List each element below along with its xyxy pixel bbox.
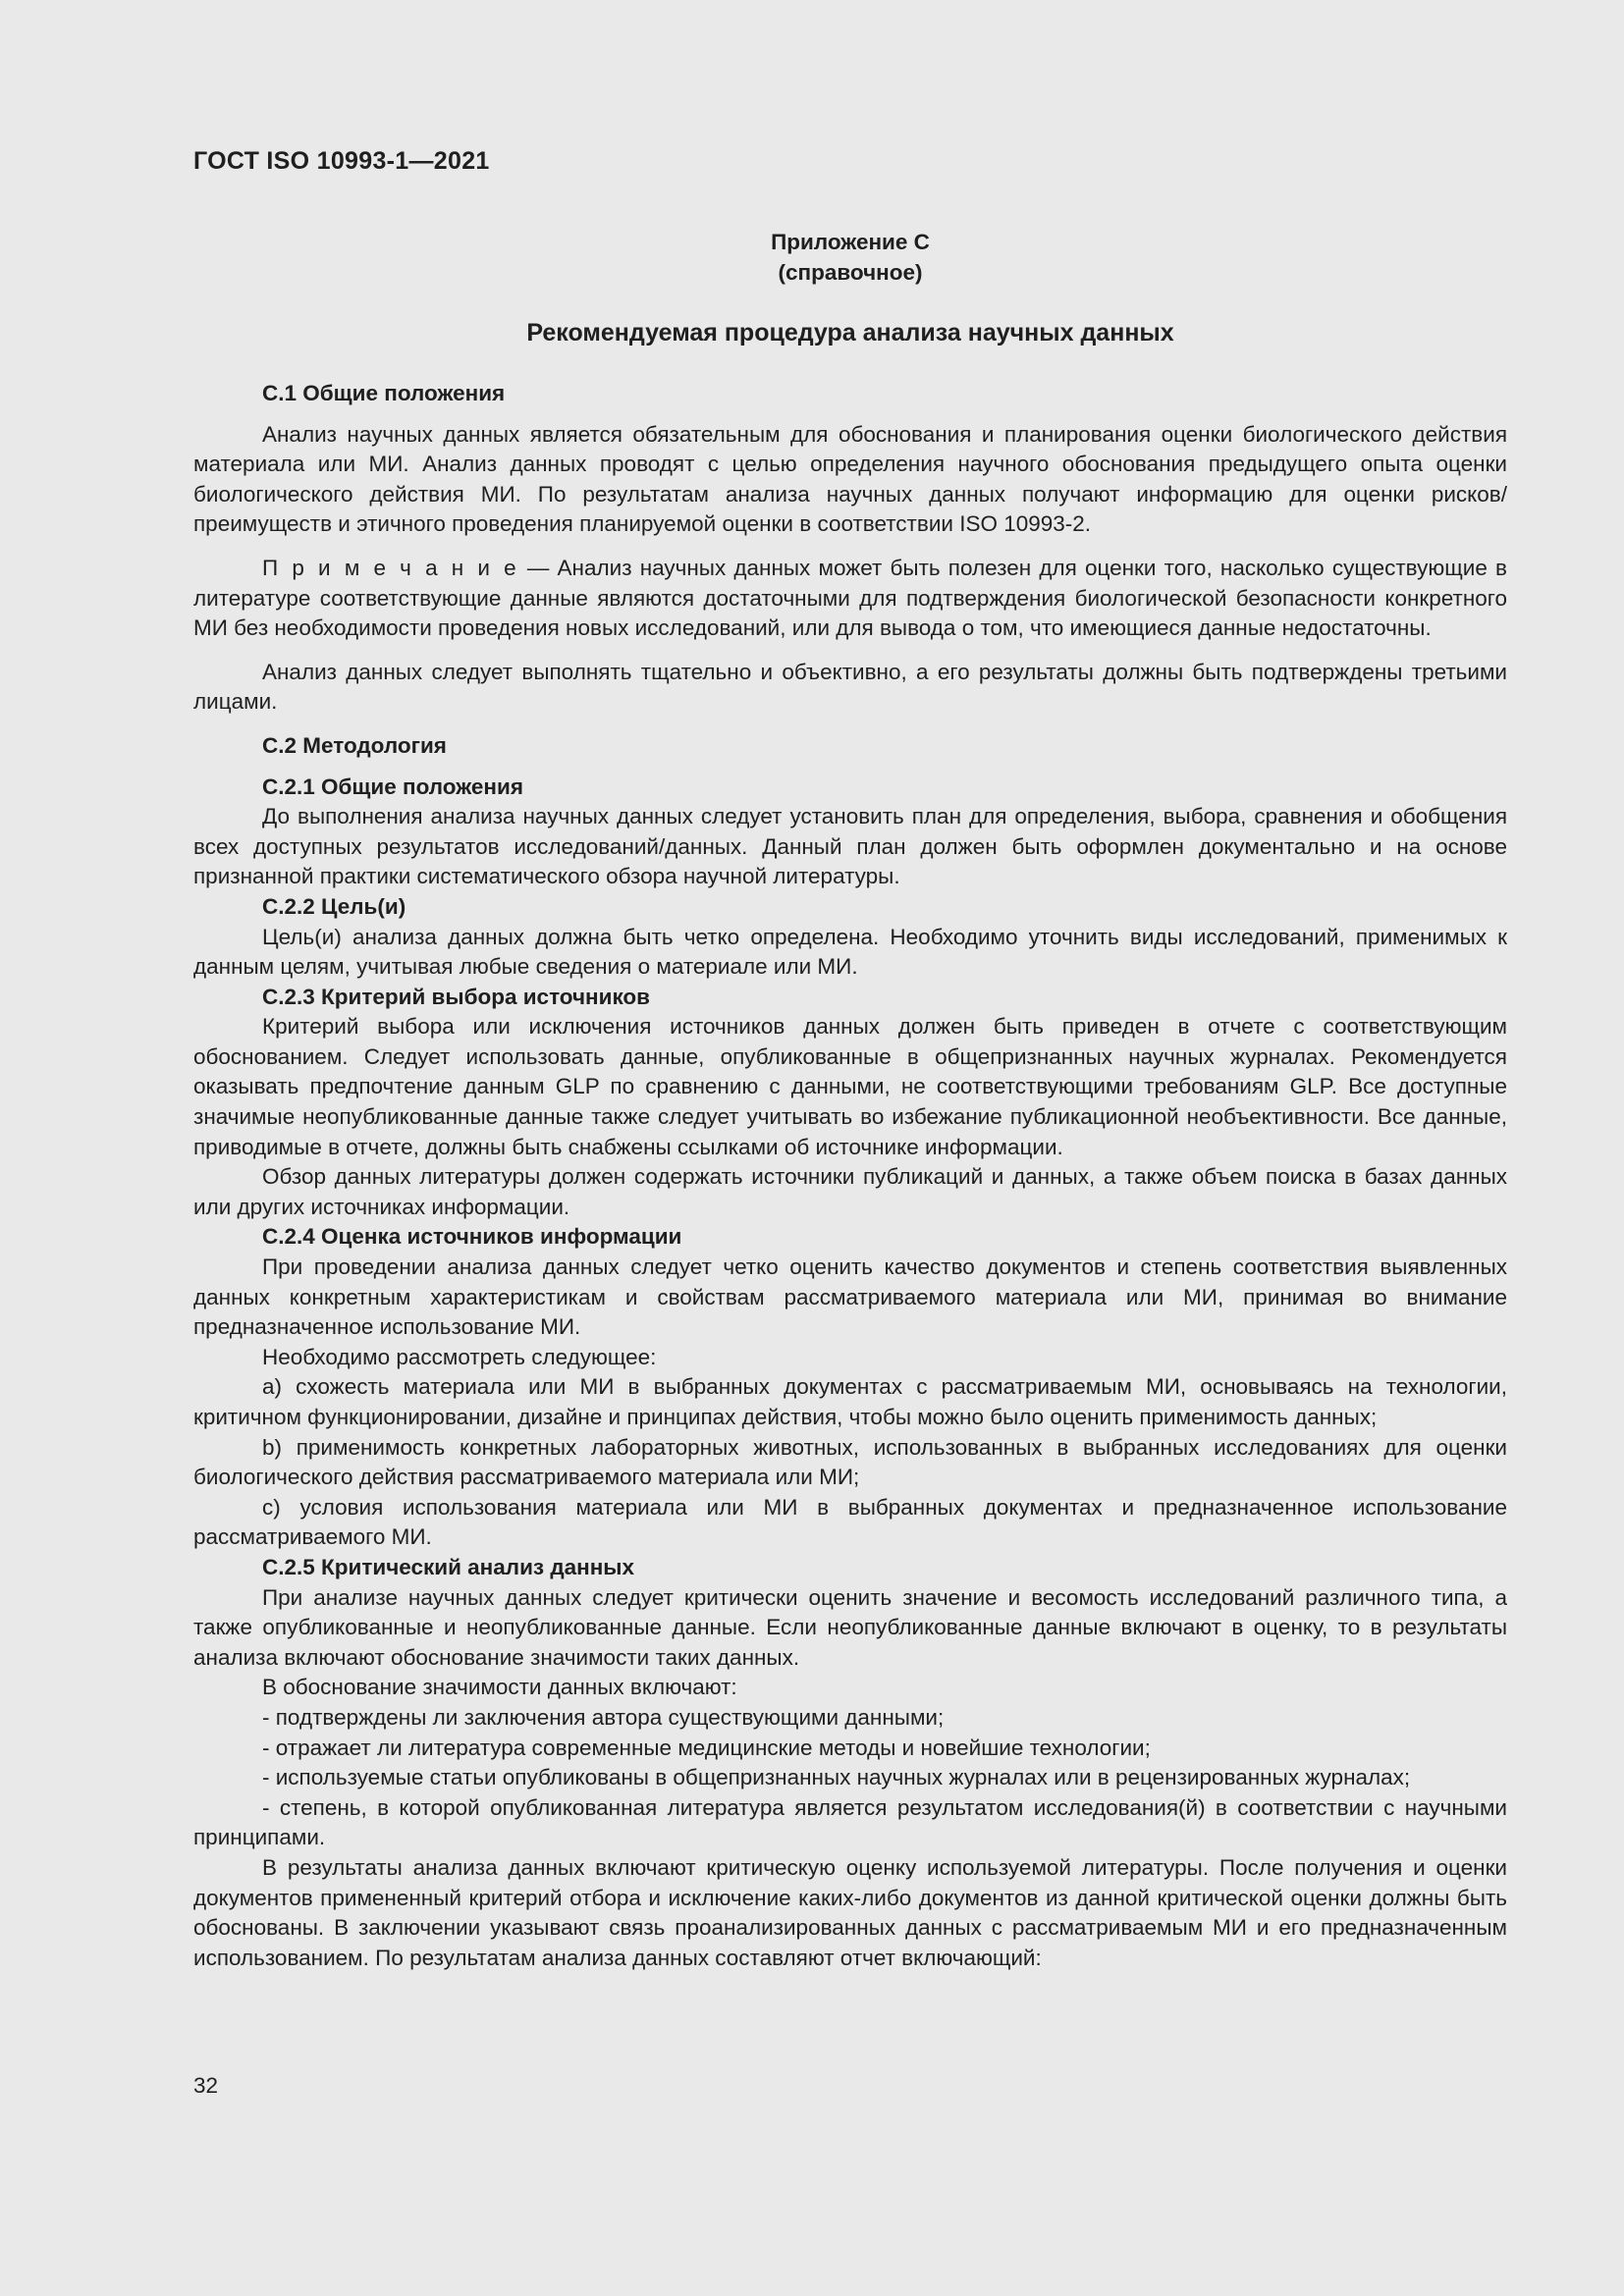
paragraph: Обзор данных литературы должен содержать источники публикаций и данных, а также объем поиска в базах данных или других источниках информации. [193, 1164, 1507, 1219]
paragraph: Анализ научных данных является обязательным для обоснования и планирования оценки биологического действия материала или МИ. Анализ данных проводят с целью определения научного обоснования предыдущего опыта оценки биологического действия МИ. По результатам анализа научных данных получают информацию для оценки рисков/преимуществ и этичного проведения планируемой оценки в соответствии ISO 10993-2. [193, 421, 1507, 537]
annex-label: Приложение С [771, 230, 930, 254]
paragraph: В результаты анализа данных включают критическую оценку используемой литературы. После получения и оценки документов примененный критерий отбора и исключение каких-либо документов из данной критической оценки должны быть обоснованы. В заключении указывают связь проанализированных данных с рассматриваемым МИ и его предназначенным использованием. По результатам анализа данных составляют отчет включающий: [193, 1854, 1507, 1970]
section-heading-c22: С.2.2 Цель(и) [262, 893, 406, 919]
section-heading-c24: С.2.4 Оценка источников информации [262, 1224, 682, 1250]
paragraph: В обоснование значимости данных включают: [262, 1675, 737, 1700]
paragraph: До выполнения анализа научных данных следует установить план для определения, выбора, сравнения и обобщения всех доступных результатов исследований/данных. Данный план должен быть оформлен документально и на основе признанной практики систематического обзора научной литературы. [193, 804, 1507, 889]
note-label: П р и м е ч а н и е [262, 555, 519, 580]
annex-heading [193, 227, 1507, 288]
paragraph: Необходимо рассмотреть следующее: [262, 1344, 657, 1369]
section-heading-c23: С.2.3 Критерий выбора источников [262, 984, 651, 1009]
annex-type: (справочное) [778, 260, 923, 285]
annex-title: Рекомендуемая процедура анализа научных данных [526, 319, 1174, 347]
list-item: а) схожесть материала или МИ в выбранных документах с рассматриваемым МИ, основываясь на технологии, критичном функционировании, дизайне и принципах действия, чтобы можно было оценить применимость данных; [193, 1374, 1507, 1429]
list-item: - степень, в которой опубликованная литература является результатом исследования(й) в соответствии с научными принципами. [193, 1794, 1507, 1850]
document-page [193, 0, 1507, 2296]
list-item: - используемые статьи опубликованы в общепризнанных научных журналах или в рецензированных журналах; [262, 1765, 1411, 1790]
list-item: с) условия использования материала или МИ в выбранных документах и предназначенное использование рассматриваемого МИ. [193, 1494, 1507, 1550]
paragraph: Цель(и) анализа данных должна быть четко определена. Необходимо уточнить виды исследований, применимых к данным целям, учитывая любые сведения о материале или МИ. [193, 924, 1507, 980]
section-heading-c21: С.2.1 Общие положения [262, 774, 523, 799]
list-item: b) применимость конкретных лабораторных животных, использованных в выбранных исследованиях для оценки биологического действия рассматриваемого материала или МИ; [193, 1434, 1507, 1490]
paragraph: Анализ данных следует выполнять тщательно и объективно, а его результаты должны быть подтверждены третьими лицами. [193, 659, 1507, 715]
paragraph: Критерий выбора или исключения источников данных должен быть приведен в отчете с соответствующим обоснованием. Следует использовать данные, опубликованные в общепризнанных научных журналах. Рекомендуется оказывать предпочтение данным GLP по сравнению с данными, не соответствующими требованиям GLP. Все доступные значимые неопубликованные данные также следует учитывать во избежание публикационной необъективности. Все данные, приводимые в отчете, должны быть снабжены ссылками об источнике информации. [193, 1014, 1507, 1159]
note-paragraph [193, 554, 1507, 644]
standard-designation: ГОСТ ISO 10993-1—2021 [193, 147, 490, 175]
list-item: - отражает ли литература современные медицинские методы и новейшие технологии; [262, 1735, 1151, 1760]
paragraph: При проведении анализа данных следует четко оценить качество документов и степень соответствия выявленных данных конкретным характеристикам и свойствам рассматриваемого материала или МИ, принимая во внимание предназначенное использование МИ. [193, 1255, 1507, 1340]
section-heading-c1: С.1 Общие положения [262, 381, 506, 405]
page-number: 32 [193, 2073, 219, 2098]
section-heading-c2: С.2 Методология [262, 732, 447, 758]
paragraph: При анализе научных данных следует критически оценить значение и весомость исследований различного типа, а также опубликованные и неопубликованные данные. Если неопубликованные данные включают в оценку, то в результаты анализа включают обоснование значимости таких данных. [193, 1584, 1507, 1670]
note-text: — Анализ научных данных может быть полезен для оценки того, насколько существующие в литературе соответствующие данные являются достаточными для подтверждения биологической безопасности конкретного МИ без необходимости проведения новых исследований, или для вывода о том, что имеющиеся данные недостаточны. [193, 555, 1507, 641]
list-item: - подтверждены ли заключения автора существующими данными; [262, 1704, 945, 1730]
document-body [193, 379, 1507, 1973]
section-heading-c25: С.2.5 Критический анализ данных [262, 1554, 635, 1579]
